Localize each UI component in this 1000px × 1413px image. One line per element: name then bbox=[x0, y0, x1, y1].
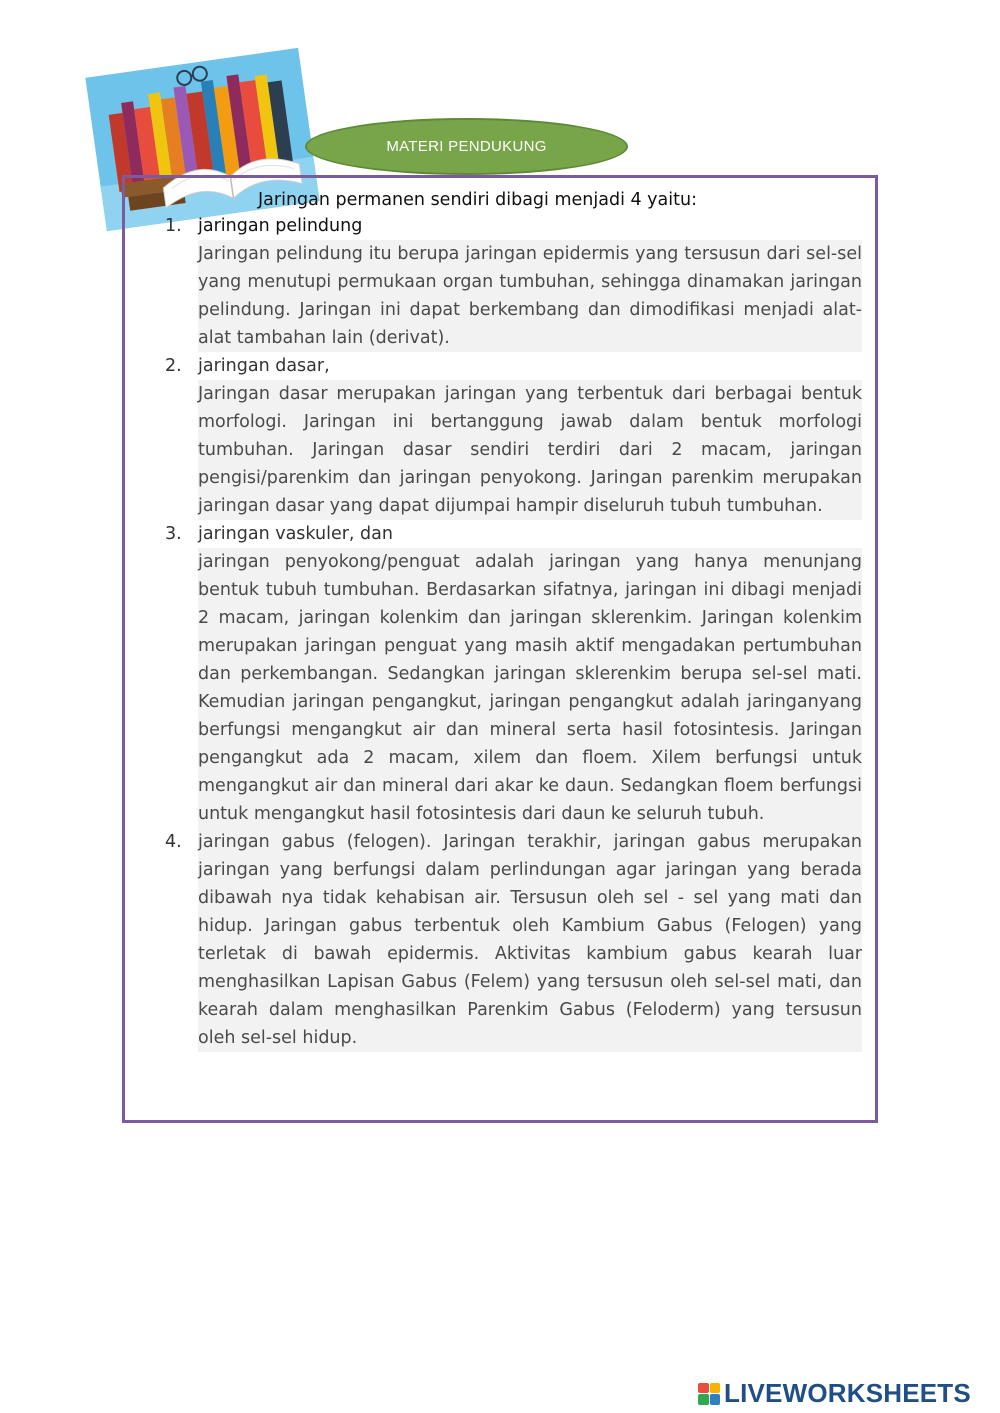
tissue-list bbox=[165, 212, 862, 1052]
list-item-title: jaringan pelindung bbox=[198, 216, 363, 236]
liveworksheets-watermark bbox=[698, 1378, 971, 1409]
list-item-number: 4. bbox=[165, 832, 182, 852]
watermark-text: LIVEWORKSHEETS bbox=[724, 1378, 971, 1408]
list-item-body: jaringan gabus (felogen). Jaringan terakhir, jaringan gabus merupakan jaringan yang berfungsi dalam perlindungan agar jaringan yang berada dibawah nya tidak kehabisan air. Tersusun oleh sel - sel yang mati dan hidup. Jaringan gabus terbentuk oleh Kambium Gabus (Felogen) yang terletak di bawah epidermis. Aktivitas kambium gabus kearah luar menghasilkan Lapisan Gabus (Felem) yang tersusun oleh sel-sel mati, dan kearah dalam menghasilkan Parenkim Gabus (Feloderm) yang tersusun oleh sel-sel hidup. bbox=[198, 828, 862, 1052]
list-item-title: jaringan dasar, bbox=[198, 356, 330, 376]
liveworksheets-logo-icon bbox=[698, 1383, 720, 1405]
list-item-number: 2. bbox=[165, 356, 182, 376]
list-item-ground-tissue bbox=[165, 352, 862, 520]
list-item-body: jaringan penyokong/penguat adalah jaringan yang hanya menunjang bentuk tubuh tumbuhan. Berdasarkan sifatnya, jaringan ini dibagi menjadi 2 macam, jaringan kolenkim dan jaringan sklerenkim. Jaringan kolenkim merupakan jaringan penguat yang masih aktif mengadakan pertumbuhan dan perkembangan. Sedangkan jaringan sklerenkim berupa sel-sel mati. Kemudian jaringan pengangkut, jaringan pengangkut adalah jaringanyang berfungsi mengangkut air dan mineral serta hasil fotosintesis. Jaringan pengangkut ada 2 macam, xilem dan floem. Xilem berfungsi untuk mengangkut air dan mineral dari akar ke daun. Sedangkan floem berfungsi untuk mengangkut hasil fotosintesis dari daun ke seluruh tubuh. bbox=[198, 548, 862, 828]
header-title: MATERI PENDUKUNG bbox=[386, 138, 547, 155]
list-item-number: 1. bbox=[165, 216, 182, 236]
header-ellipse bbox=[305, 118, 628, 175]
list-item-number: 3. bbox=[165, 524, 182, 544]
list-item-cork-tissue bbox=[165, 828, 862, 1052]
intro-text: Jaringan permanen sendiri dibagi menjadi 4 yaitu: bbox=[258, 190, 697, 210]
list-item-body: Jaringan dasar merupakan jaringan yang terbentuk dari berbagai bentuk morfologi. Jaringan ini bertanggung jawab dalam bentuk morfologi tumbuhan. Jaringan dasar sendiri terdiri dari 2 macam, jaringan pengisi/parenkim dan jaringan penyokong. Jaringan parenkim merupakan jaringan dasar yang dapat dijumpai hampir diseluruh tubuh tumbuhan. bbox=[198, 380, 862, 520]
list-item-body: Jaringan pelindung itu berupa jaringan epidermis yang tersusun dari sel-sel yang menutupi permukaan organ tumbuhan, sehingga dinamakan jaringan pelindung. Jaringan ini dapat berkembang dan dimodifikasi menjadi alat-alat tambahan lain (derivat). bbox=[198, 240, 862, 352]
list-item-protective-tissue bbox=[165, 212, 862, 352]
list-item-title: jaringan vaskuler, dan bbox=[198, 524, 393, 544]
list-item-vascular-tissue bbox=[165, 520, 862, 828]
